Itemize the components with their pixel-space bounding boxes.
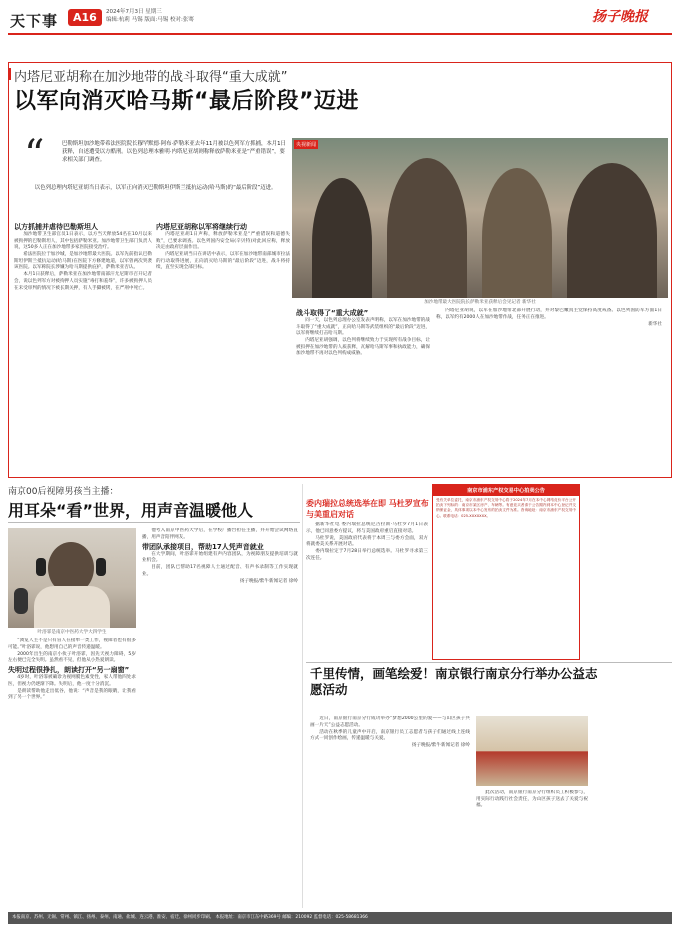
page-header bbox=[0, 0, 680, 36]
article-column bbox=[306, 522, 428, 660]
article-column bbox=[14, 222, 152, 472]
top-story-lede-2: 以色列总理内塔尼亚胡当日表示，以军正向消灭巴勒斯坦伊斯兰抵抗运动(哈马斯)的“最后阶段”迈进。 bbox=[34, 185, 277, 191]
section-subhead: 带团队承接项目，帮助17人凭声音就业 bbox=[142, 542, 264, 551]
ad-title: 南京市浦东产权交易中心拍卖公告 bbox=[433, 485, 579, 496]
photo-caption: 加沙地带最大医院院长萨勒米亚获释后会见记者 新华社 bbox=[424, 300, 536, 305]
column-divider bbox=[302, 484, 303, 908]
kicker-bar bbox=[8, 68, 11, 80]
section-title: 天下事 bbox=[10, 12, 59, 30]
headphone-icon bbox=[36, 558, 46, 576]
issue-date: 2024年7月3日 星期三 bbox=[106, 9, 162, 15]
paragraph: 内塔尼亚胡强调，以色列将继续致力于实现所有战争目标，让被扣押在加沙地带的人质获释，瓦解哈马斯军事和执政能力，确保加沙地带不再对以色列构成威胁。 bbox=[296, 338, 430, 357]
section-subhead: 战斗取得了“重大成就” bbox=[296, 309, 369, 317]
student-portrait-photo bbox=[8, 528, 136, 628]
article-column bbox=[436, 308, 662, 472]
paragraph: 是朗读帮助他走出低谷，他说：“声音是我的眼睛，让我看到了另一个世界。” bbox=[8, 688, 136, 701]
article-column bbox=[156, 222, 290, 472]
divider bbox=[306, 662, 672, 663]
article-column bbox=[8, 638, 136, 908]
microphone-icon bbox=[14, 588, 28, 614]
paragraph: 据新华社电 委内瑞拉总统尼古拉斯·马杜罗7月1日表示，他已同意委方提议，将与美国政府重启直接对话。 bbox=[306, 522, 428, 534]
paragraph: 此次活动，南京银行南京分行组织员工积极参与，用实际行动践行社会责任，为山区孩子送去了关爱与祝福。 bbox=[476, 790, 588, 809]
photo-figure bbox=[387, 158, 467, 298]
article-column bbox=[142, 528, 298, 908]
top-story-headline: 以军向消灭哈马斯“最后阶段”迈进 bbox=[14, 89, 359, 114]
article-column bbox=[310, 716, 470, 908]
photo-body bbox=[34, 586, 110, 628]
paragraph: 目前，团队已帮助17名视障人士通过配音、有声书录制等工作实现就业。 bbox=[142, 565, 298, 577]
photo-source-badge: 央视新闻 bbox=[296, 142, 317, 148]
paragraph: “浏览人主不是只有盲人在接单一类工作，视障者也有很多可能。”叶浴霏说，他想用自己的声音传递温暖。 bbox=[8, 638, 136, 650]
photo-figure bbox=[312, 178, 372, 298]
paragraph: 4岁时，叶浴霏被确诊为视网膜色素变性，家人带他四处求医，但视力仍逐渐下降。失明后，他一度十分消沉。 bbox=[8, 675, 136, 687]
paragraph: 2000年出生的南京小伙子叶浴霏，因先天视力障碍，5岁左右便已完全失明。虽然看不见，但他从小热爱朗读。 bbox=[8, 651, 136, 664]
photo-caption: 叶浴霏是南京中医药大学大四学生 bbox=[37, 630, 107, 635]
masthead-logo: 扬子晚报 bbox=[592, 9, 648, 25]
paragraph: 活动在秋季的儿童声中开启，南京银行员工志愿者与孩子们通过线上连线方式一同创作绘画，传递温暖与关爱。 bbox=[310, 729, 470, 742]
divider bbox=[8, 522, 300, 523]
auction-notice-ad bbox=[432, 484, 580, 660]
byline: 扬子晚报/紫牛新闻记者 徐岭 bbox=[411, 743, 470, 749]
gaza-press-photo bbox=[292, 138, 668, 298]
issue-meta bbox=[106, 8, 286, 24]
paragraph: 内塔尼亚胡当日在讲话中表示，以军在加沙地带南部城市拉法的行动取得进展，正向消灭哈马斯的“最后阶段”迈进，战斗将持续，直至实现全部目标。 bbox=[156, 252, 290, 271]
nanjing-story-kicker: 南京00后视障男孩当主播： bbox=[8, 487, 119, 497]
article-column bbox=[296, 308, 430, 472]
editor-credits: 编辑:杭莉 马锡 版面:马锡 校对:张骞 bbox=[106, 17, 194, 23]
section-subhead: 以方抓捕并虐待巴勒斯坦人 bbox=[14, 223, 98, 231]
ad-body: 受有关单位委托，南京市浦东产权交易中心将于2024年7月在本中心网络竞价平台公开拍卖下列标的：南京市某区房产、车辆等。有意竞买者请于公告期内到本中心登记并交纳保证金，具体事项以本中心发布的拍卖文件为准。咨询地址：南京市浦东产权交易中心。联系电话：025-XXXXXXX。 bbox=[436, 498, 576, 518]
charity-story-headline: 千里传情，画笔绘爱！南京银行南京分行举办公益志愿活动 bbox=[310, 666, 598, 697]
paragraph: 内塔尼亚胡说，以军在加沙地带北部开展行动，并对黎巴嫩真主党保持高度戒备。以色列国防军方面1日称，以军约有2000人在加沙地带作战，任务正在推进。 bbox=[436, 308, 662, 320]
page-footer: 本报南京、苏州、无锡、常州、镇江、扬州、泰州、南通、盐城、连云港、淮安、宿迁、徐州同步印刷。 本报地址：南京市江东中路369号 邮编：210092 监督电话：025-58681366 bbox=[8, 912, 672, 924]
photo-figure bbox=[482, 168, 552, 298]
paragraph: 马杜罗说，美国政府代表将于本周三与委方会面，双方将就委美关系开展对话。 bbox=[306, 535, 428, 548]
top-story-kicker: 内塔尼亚胡称在加沙地带的战斗取得“重大成就” bbox=[14, 70, 288, 85]
nanjing-story-headline: 用耳朵“看”世界，用声音温暖他人 bbox=[8, 501, 254, 520]
paragraph: 同一天，以色列总理办公室发表声明称，以军在加沙地带的战斗取得了“重大成就”，正向哈马斯等武装组织的“最后阶段”迈进，以军将继续打击哈马斯。 bbox=[296, 318, 430, 337]
section-subhead: 内塔尼亚胡称以军将继续行动 bbox=[156, 223, 247, 231]
venezuela-story-headline: 委内瑞拉总统选举在即 马杜罗宣布与美重启对话 bbox=[306, 499, 429, 519]
byline: 新华社 bbox=[648, 321, 662, 327]
paragraph: 本月1日获释后，萨勒米亚在加沙地带南部汗尤尼斯市召开记者会，说以色列军方对被拘押人员实施“毒打和羞辱”，许多被拘押人员在未受审判的情况下被长期关押，有人手脚被铐，在严刑中死亡。 bbox=[14, 272, 152, 291]
header-rule bbox=[8, 33, 672, 35]
paragraph: 内塔尼亚胡1日声称，释放萨勒米亚是“严重错误和道德失败”，已要求调查。以色列国内安全局(辛贝特)对此回应称，释放决定由政府层面作出。 bbox=[156, 232, 290, 251]
quote-mark-icon: “ bbox=[24, 132, 45, 178]
paragraph: 委内瑞拉定于7月28日举行总统选举。马杜罗寻求第三次连任。 bbox=[306, 549, 428, 561]
paragraph: 近日，南京银行南京分行成功举办“梦想2000公里的爱——与山区孩子共画一片天”公益志愿活动。 bbox=[310, 716, 470, 728]
headphone-icon bbox=[96, 558, 106, 576]
paragraph: 希法医院位于加沙城，是加沙地带最大医院。以军先前指认巴勒斯坦伊斯兰抵抗运动(哈马斯)在医院下方修建地道，以军曾两次突袭该医院。以军称院长涉嫌为哈马斯提供庇护，萨勒米亚否认。 bbox=[14, 252, 152, 271]
photo-figure bbox=[567, 163, 657, 298]
article-column bbox=[476, 790, 588, 908]
paragraph: 加沙地带卫生部官员1日表示，以方当天释放54名在10月以来被拘押的巴勒斯坦人，其中包括萨勒米亚。加沙地带卫生部门负责人说，这50多人正在加沙地带多家医院接受治疗。 bbox=[14, 232, 152, 251]
top-story-lede: 巴勒斯坦加沙地带希法医院院长穆罕默德·阿布·萨勒米亚去年11月被以色列军方抓捕，本月1日获释，自述遭受以方酷刑。以色列总理本雅明·内塔尼亚胡则称释放萨勒米亚是“严重错误”，要求相关部门调查。 bbox=[62, 141, 286, 163]
section-subhead: 失明过程很挣扎，朗读打开“另一扇窗” bbox=[8, 666, 130, 675]
page-number-badge: A16 bbox=[68, 9, 102, 26]
byline: 扬子晚报/紫牛新闻记者 徐岭 bbox=[239, 578, 298, 584]
paragraph: 他考入南京中医药大学后，在学校广播台担任主播，并开始尝试网络直播，用声音陪伴网友。 bbox=[142, 528, 298, 540]
volunteer-group-photo bbox=[476, 716, 588, 786]
paragraph: 在大学期间，叶浴霏开始组建有声内容团队，为视障朋友提供培训与就业机会。 bbox=[142, 551, 298, 564]
